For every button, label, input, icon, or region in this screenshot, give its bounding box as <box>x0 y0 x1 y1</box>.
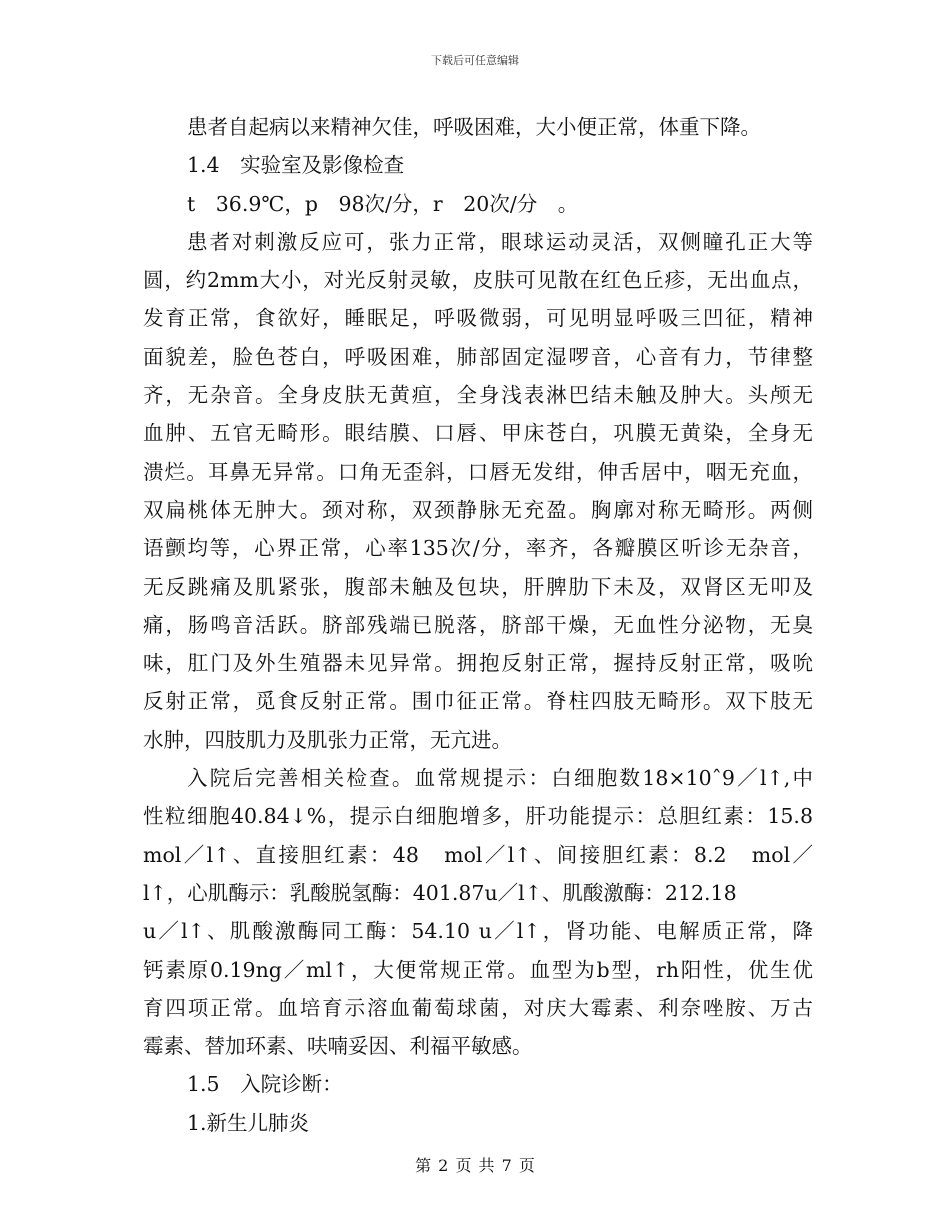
paragraph-line: 无反跳痛及肌紧张，腹部未触及包块，肝脾肋下未及，双肾区无叩及 <box>143 574 813 599</box>
paragraph-line: 面貌差，脸色苍白，呼吸困难，肺部固定湿啰音，心音有力，节律整 <box>143 344 813 369</box>
paragraph-line: 反射正常，觅食反射正常。围巾征正常。脊柱四肢无畸形。双下肢无 <box>143 689 813 714</box>
section-heading: 1.5 入院诊断： <box>187 1072 343 1097</box>
paragraph-line: 齐，无杂音。全身皮肤无黄疸，全身浅表淋巴结未触及肿大。头颅无 <box>143 383 813 408</box>
page-footer: 第 2 页 共 7 页 <box>415 1156 535 1175</box>
paragraph-line: 水肿，四肢肌力及肌张力正常，无亢进。 <box>143 727 512 752</box>
paragraph-line: 语颤均等，心界正常，心率135次/分，率齐，各瓣膜区听诊无杂音， <box>143 536 813 561</box>
page-header: 下载后可任意编辑 <box>431 54 519 67</box>
diagnosis-item: 1.新生儿肺炎 <box>187 1110 310 1135</box>
paragraph-line: 圆，约2mm大小，对光反射灵敏，皮肤可见散在红色丘疹，无出血点， <box>143 268 813 293</box>
paragraph-line: 患者自起病以来精神欠佳，呼吸困难，大小便正常，体重下降。 <box>187 115 761 139</box>
paragraph-line: 痛，肠鸣音活跃。脐部残端已脱落，脐部干燥，无血性分泌物，无臭 <box>143 612 813 637</box>
paragraph-line: 育四项正常。血培育示溶血葡萄球菌，对庆大霉素、利奈唑胺、万古 <box>143 995 813 1020</box>
paragraph-line: 钙素原0.19ng／ml↑，大便常规正常。血型为b型，rh阳性，优生优 <box>143 957 813 982</box>
document-body <box>143 108 813 1142</box>
vitals-line: t 36.9℃，p 98次/分，r 20次/分 。 <box>187 191 579 216</box>
paragraph-line: 味，肛门及外生殖器未见异常。拥抱反射正常，握持反射正常，吸吮 <box>143 651 813 676</box>
paragraph-line: 血肿、五官无畸形。眼结膜、口唇、甲床苍白，巩膜无黄染，全身无 <box>143 421 813 446</box>
section-heading: 1.4 实验室及影像检查 <box>187 153 405 178</box>
paragraph-line: 发育正常，食欲好，睡眠足，呼吸微弱，可见明显呼吸三凹征，精神 <box>143 306 813 331</box>
paragraph-line: 霉素、替加环素、呋喃妥因、利福平敏感。 <box>143 1034 533 1059</box>
paragraph-line: 入院后完善相关检查。血常规提示：白细胞数18×10ˆ9／l↑,中 <box>187 766 813 791</box>
paragraph-line: 性粒细胞40.84↓%，提示白细胞增多，肝功能提示：总胆红素：15.8 <box>143 804 813 829</box>
paragraph-line: l↑，心肌酶示：乳酸脱氢酶：401.87u／l↑、肌酸激酶：212.18 <box>143 880 737 905</box>
paragraph-line: 双扁桃体无肿大。颈对称，双颈静脉无充盈。胸廓对称无畸形。两侧 <box>143 497 813 522</box>
paragraph-line: mol／l↑、直接胆红素：48 mol／l↑、间接胆红素：8.2 mol／ <box>143 842 813 867</box>
paragraph-line: 患者对刺激反应可，张力正常，眼球运动灵活，双侧瞳孔正大等 <box>187 229 813 254</box>
paragraph-line: u／l↑、肌酸激酶同工酶：54.10 u／l↑，肾功能、电解质正常，降 <box>143 919 813 944</box>
paragraph-line: 溃烂。耳鼻无异常。口角无歪斜，口唇无发绀，伸舌居中，咽无充血， <box>143 459 813 484</box>
